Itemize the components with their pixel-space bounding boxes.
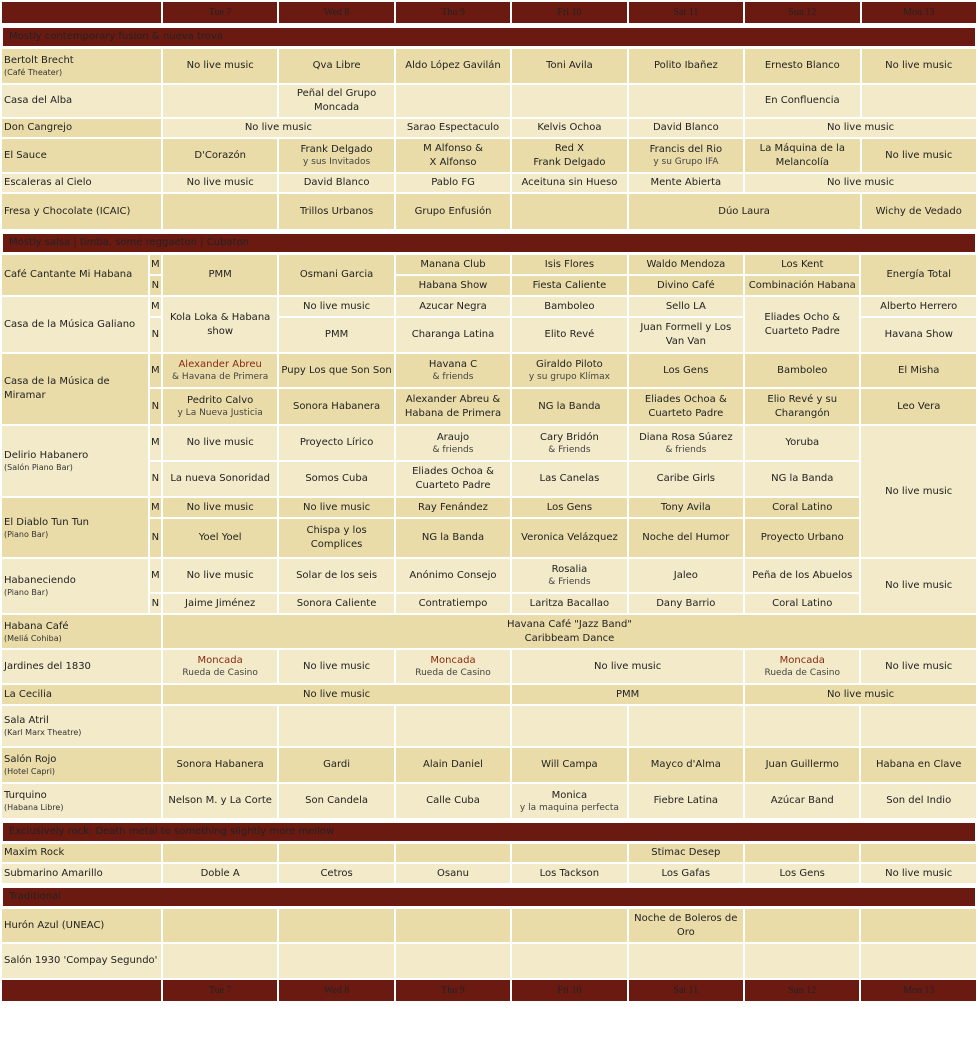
act: Elio Revé y su Charangón (745, 389, 859, 424)
venue-name: El Diablo Tun Tun (Piano Bar) (2, 498, 148, 557)
day-header: Wed 8 (279, 2, 393, 23)
section-title: Mostly salsa | timba, some reggaeton | Cubaton (2, 233, 976, 253)
act: Son del Indio (861, 784, 976, 818)
act: Waldo Mendoza (629, 255, 743, 274)
no-live-music: No live music (163, 119, 394, 137)
act: Alexander Abreu & Habana de Primera (396, 389, 510, 424)
traditional-table (0, 885, 978, 1003)
venue-name: Habana Café (Meliá Cohiba) (2, 615, 161, 648)
act: Ernesto Blanco (745, 49, 859, 83)
act: NG la Banda (512, 389, 626, 424)
empty-cell (396, 85, 510, 117)
empty-cell (861, 944, 976, 978)
empty-cell (629, 85, 743, 117)
header-row (2, 2, 976, 23)
slot-label: N (150, 276, 161, 295)
day-header: Tue 7 (163, 980, 277, 1001)
venue-name: Casa de la Música Galiano (2, 297, 148, 352)
venue-name: Bertolt Brecht (Café Theater) (2, 49, 161, 83)
act: Las Canelas (512, 462, 626, 496)
venue-row (2, 748, 976, 782)
venue-name: El Sauce (2, 139, 161, 172)
venue-row (2, 354, 976, 387)
venue-row (2, 944, 976, 978)
venue-name: Casa de la Música de Miramar (2, 354, 148, 424)
act: Solar de los seis (279, 559, 393, 592)
no-live-music: No live music (861, 559, 976, 613)
act: Somos Cuba (279, 462, 393, 496)
act: Ray Fenández (396, 498, 510, 517)
act: Eliades Ocho & Cuarteto Padre (745, 297, 859, 352)
act: Havana Café "Jazz Band" Caribbeam Dance (163, 615, 976, 648)
venue-row (2, 909, 976, 942)
empty-cell (163, 85, 277, 117)
act: Coral Latino (745, 498, 859, 517)
act: Leo Vera (861, 389, 976, 424)
day-header: Fri 10 (512, 2, 626, 23)
act: Yoel Yoel (163, 519, 277, 557)
act: Yoruba (745, 426, 859, 460)
act: Frank Delgado y sus Invitados (279, 139, 393, 172)
day-header: Sat 11 (629, 980, 743, 1001)
no-live-music: No live music (512, 650, 743, 683)
act: Combinación Habana (745, 276, 859, 295)
act: Peña de los Abuelos (745, 559, 859, 592)
header-corner (2, 2, 161, 23)
venue-row (2, 784, 976, 818)
empty-cell (396, 706, 510, 746)
footer-row (2, 980, 976, 1001)
act: Diana Rosa Súarez & friends (629, 426, 743, 460)
venue-name: Don Cangrejo (2, 119, 161, 137)
venue-row (2, 426, 976, 460)
day-header: Thu 9 (396, 2, 510, 23)
act: Aldo López Gavilán (396, 49, 510, 83)
rock-table (0, 820, 978, 885)
empty-cell (861, 706, 976, 746)
act: Rosalia & Friends (512, 559, 626, 592)
empty-cell (745, 844, 859, 862)
venue-row (2, 650, 976, 683)
venue-name: Fresa y Chocolate (ICAIC) (2, 194, 161, 229)
no-live-music: No live music (163, 49, 277, 83)
no-live-music: No live music (163, 685, 510, 704)
section-title: Traditional (2, 887, 976, 907)
day-header: Sun 12 (745, 980, 859, 1001)
act: En Confluencia (745, 85, 859, 117)
act: Anónimo Consejo (396, 559, 510, 592)
act: Mente Abierta (629, 174, 743, 192)
venue-name: Maxim Rock (2, 844, 161, 862)
act: Havana C & friends (396, 354, 510, 387)
empty-cell (279, 944, 393, 978)
empty-cell (745, 909, 859, 942)
empty-cell (279, 909, 393, 942)
empty-cell (396, 909, 510, 942)
act: Trillos Urbanos (279, 194, 393, 229)
act: Alain Daniel (396, 748, 510, 782)
empty-cell (163, 944, 277, 978)
act: Elito Revé (512, 318, 626, 352)
no-live-music: No live music (163, 498, 277, 517)
venue-row (2, 174, 976, 192)
act: Qva Libre (279, 49, 393, 83)
act: Energía Total (861, 255, 976, 295)
act: Osmani Garcia (279, 255, 393, 295)
empty-cell (512, 844, 626, 862)
slot-label: M (150, 354, 161, 387)
empty-cell (396, 944, 510, 978)
act: Eliades Ochoa & Cuarteto Padre (396, 462, 510, 496)
venue-name: La Cecilia (2, 685, 161, 704)
no-live-music: No live music (163, 174, 277, 192)
no-live-music: No live music (745, 119, 976, 137)
act: D'Corazón (163, 139, 277, 172)
section-title: Exclusively rock: Death metal to something slightly more mellow (2, 822, 976, 842)
empty-cell (512, 909, 626, 942)
act: Kola Loka & Habana show (163, 297, 277, 352)
slot-label: N (150, 389, 161, 424)
venue-row (2, 49, 976, 83)
empty-cell (861, 909, 976, 942)
venue-name: Delirio Habanero (Salón Piano Bar) (2, 426, 148, 496)
act: Moncada Rueda de Casino (396, 650, 510, 683)
act: PMM (279, 318, 393, 352)
venue-row (2, 297, 976, 316)
no-live-music: No live music (862, 49, 977, 83)
act: Noche de Boleros de Oro (629, 909, 743, 942)
no-live-music: No live music (279, 650, 393, 683)
empty-cell (396, 844, 510, 862)
empty-cell (861, 844, 976, 862)
act: Azúcar Band (745, 784, 859, 818)
venue-row (2, 559, 976, 592)
empty-cell (745, 944, 859, 978)
act: Alexander Abreu & Havana de Primera (163, 354, 277, 387)
day-header: Wed 8 (279, 980, 393, 1001)
slot-label: M (150, 255, 161, 274)
act: Wichy de Vedado (862, 194, 977, 229)
act: Tony Avila (629, 498, 743, 517)
venue-name: Submarino Amarillo (2, 864, 161, 883)
act: Juan Guillermo (745, 748, 859, 782)
day-header: Mon 13 (862, 2, 976, 23)
act: Sonora Caliente (279, 594, 393, 613)
empty-cell (163, 194, 277, 229)
day-header: Fri 10 (512, 980, 626, 1001)
act: Nelson M. y La Corte (163, 784, 277, 818)
act: Habana Show (396, 276, 510, 295)
act: Juan Formell y Los Van Van (629, 318, 743, 352)
act: Stimac Desep (629, 844, 743, 862)
venue-row (2, 615, 976, 648)
empty-cell (163, 844, 277, 862)
act: NG la Banda (745, 462, 859, 496)
act: Los Gens (745, 864, 859, 883)
act: Mayco d'Alma (629, 748, 743, 782)
act: Charanga Latina (396, 318, 510, 352)
act: Francis del Rio y su Grupo IFA (629, 139, 743, 172)
no-live-music: No live music (745, 174, 976, 192)
venue-name: Café Cantante Mi Habana (2, 255, 148, 295)
empty-cell (862, 85, 977, 117)
act: Contratiempo (396, 594, 510, 613)
no-live-music: No live music (163, 426, 277, 460)
act: Monica y la maquina perfecta (512, 784, 626, 818)
fusion-table (0, 25, 978, 231)
footer-corner (2, 980, 161, 1001)
act: Pablo FG (396, 174, 510, 192)
act: Sarao Espectaculo (396, 119, 510, 137)
empty-cell (512, 944, 626, 978)
act: Osanu (396, 864, 510, 883)
act: Proyecto Urbano (745, 519, 859, 557)
act: Manana Club (396, 255, 510, 274)
act: Habana en Clave (861, 748, 976, 782)
venue-name: Salón 1930 'Compay Segundo' (2, 944, 161, 978)
act: Los Gens (512, 498, 626, 517)
act: David Blanco (629, 119, 743, 137)
act: Los Tackson (512, 864, 626, 883)
empty-cell (279, 844, 393, 862)
empty-cell (512, 85, 626, 117)
slot-label: M (150, 297, 161, 316)
act: Gardi (279, 748, 393, 782)
act: Chispa y los Complices (279, 519, 393, 557)
act: Azucar Negra (396, 297, 510, 316)
venue-row (2, 139, 976, 172)
act: Cary Bridón & Friends (512, 426, 626, 460)
venue-name: Salón Rojo (Hotel Capri) (2, 748, 161, 782)
day-header: Tue 7 (163, 2, 277, 23)
act: Alberto Herrero (861, 297, 976, 316)
venue-row (2, 844, 976, 862)
act: Calle Cuba (396, 784, 510, 818)
section-title: Mostly contemporary fusion & nueva trova (2, 27, 976, 47)
venue-name: Hurón Azul (UNEAC) (2, 909, 161, 942)
act: Eliades Ochoa & Cuarteto Padre (629, 389, 743, 424)
act: Dany Barrio (629, 594, 743, 613)
act: Kelvis Ochoa (512, 119, 626, 137)
act: Araujo & friends (396, 426, 510, 460)
act: Doble A (163, 864, 277, 883)
no-live-music: No live music (745, 685, 976, 704)
act: Moncada Rueda de Casino (163, 650, 277, 683)
day-header: Mon 13 (861, 980, 976, 1001)
act: Noche del Humor (629, 519, 743, 557)
slot-label: N (150, 594, 161, 613)
act: Divino Café (629, 276, 743, 295)
act: Polito Ibañez (629, 49, 743, 83)
empty-cell (629, 944, 743, 978)
no-live-music: No live music (862, 139, 977, 172)
venue-row (2, 706, 976, 746)
empty-cell (512, 194, 626, 229)
venue-name: Casa del Alba (2, 85, 161, 117)
slot-label: N (150, 462, 161, 496)
act: Moncada Rueda de Casino (745, 650, 859, 683)
slot-label: M (150, 559, 161, 592)
salsa-table (0, 231, 978, 820)
no-live-music: No live music (279, 498, 393, 517)
empty-cell (279, 706, 393, 746)
slot-label: N (150, 519, 161, 557)
day-header: Sat 11 (629, 2, 743, 23)
slot-label: M (150, 498, 161, 517)
act: Pupy Los que Son Son (279, 354, 393, 387)
act: La Máquina de la Melancolía (745, 139, 859, 172)
act: Jaime Jiménez (163, 594, 277, 613)
no-live-music: No live music (279, 297, 393, 316)
slot-label: N (150, 318, 161, 352)
venue-name: Sala Atril (Karl Marx Theatre) (2, 706, 161, 746)
venue-row (2, 685, 976, 704)
act: Laritza Bacallao (512, 594, 626, 613)
venue-row (2, 864, 976, 883)
act: Grupo Enfusión (396, 194, 510, 229)
act: PMM (163, 255, 277, 295)
venue-row (2, 85, 976, 117)
act: David Blanco (279, 174, 393, 192)
act: Isis Flores (512, 255, 626, 274)
act: Los Kent (745, 255, 859, 274)
act: Jaleo (629, 559, 743, 592)
act: Dúo Laura (629, 194, 860, 229)
act: Son Candela (279, 784, 393, 818)
empty-cell (163, 706, 277, 746)
act: Red X Frank Delgado (512, 139, 626, 172)
no-live-music: No live music (861, 426, 976, 557)
venue-name: Turquino (Habana Libre) (2, 784, 161, 818)
act: Coral Latino (745, 594, 859, 613)
day-header: Thu 9 (396, 980, 510, 1001)
act: Giraldo Piloto y su grupo Klímax (512, 354, 626, 387)
empty-cell (512, 706, 626, 746)
no-live-music: No live music (861, 864, 976, 883)
act: PMM (512, 685, 743, 704)
act: Aceituna sin Hueso (512, 174, 626, 192)
venue-row (2, 119, 976, 137)
act: El Misha (861, 354, 976, 387)
venue-row (2, 498, 976, 517)
act: Sonora Habanera (279, 389, 393, 424)
act: Cetros (279, 864, 393, 883)
act: Will Campa (512, 748, 626, 782)
venue-name: Habaneciendo (Piano Bar) (2, 559, 148, 613)
venue-name: Escaleras al Cielo (2, 174, 161, 192)
act: Havana Show (861, 318, 976, 352)
venue-row (2, 194, 976, 229)
empty-cell (629, 706, 743, 746)
empty-cell (745, 706, 859, 746)
venue-row (2, 255, 976, 274)
act: Veronica Velázquez (512, 519, 626, 557)
empty-cell (163, 909, 277, 942)
act: Caribe Girls (629, 462, 743, 496)
act: Los Gens (629, 354, 743, 387)
act: Los Gafas (629, 864, 743, 883)
act: Sonora Habanera (163, 748, 277, 782)
music-schedule-table (0, 0, 978, 25)
no-live-music: No live music (861, 650, 976, 683)
act: Proyecto Lírico (279, 426, 393, 460)
act: Pedrito Calvo y La Nueva Justicia (163, 389, 277, 424)
no-live-music: No live music (163, 559, 277, 592)
act: NG la Banda (396, 519, 510, 557)
slot-label: M (150, 426, 161, 460)
act: M Alfonso & X Alfonso (396, 139, 510, 172)
act: Sello LA (629, 297, 743, 316)
act: La nueva Sonoridad (163, 462, 277, 496)
act: Bamboleo (745, 354, 859, 387)
act: Bamboleo (512, 297, 626, 316)
act: Toni Avila (512, 49, 626, 83)
act: Peñal del Grupo Moncada (279, 85, 393, 117)
venue-name: Jardines del 1830 (2, 650, 161, 683)
act: Fiesta Caliente (512, 276, 626, 295)
act: Fiebre Latina (629, 784, 743, 818)
day-header: Sun 12 (745, 2, 859, 23)
